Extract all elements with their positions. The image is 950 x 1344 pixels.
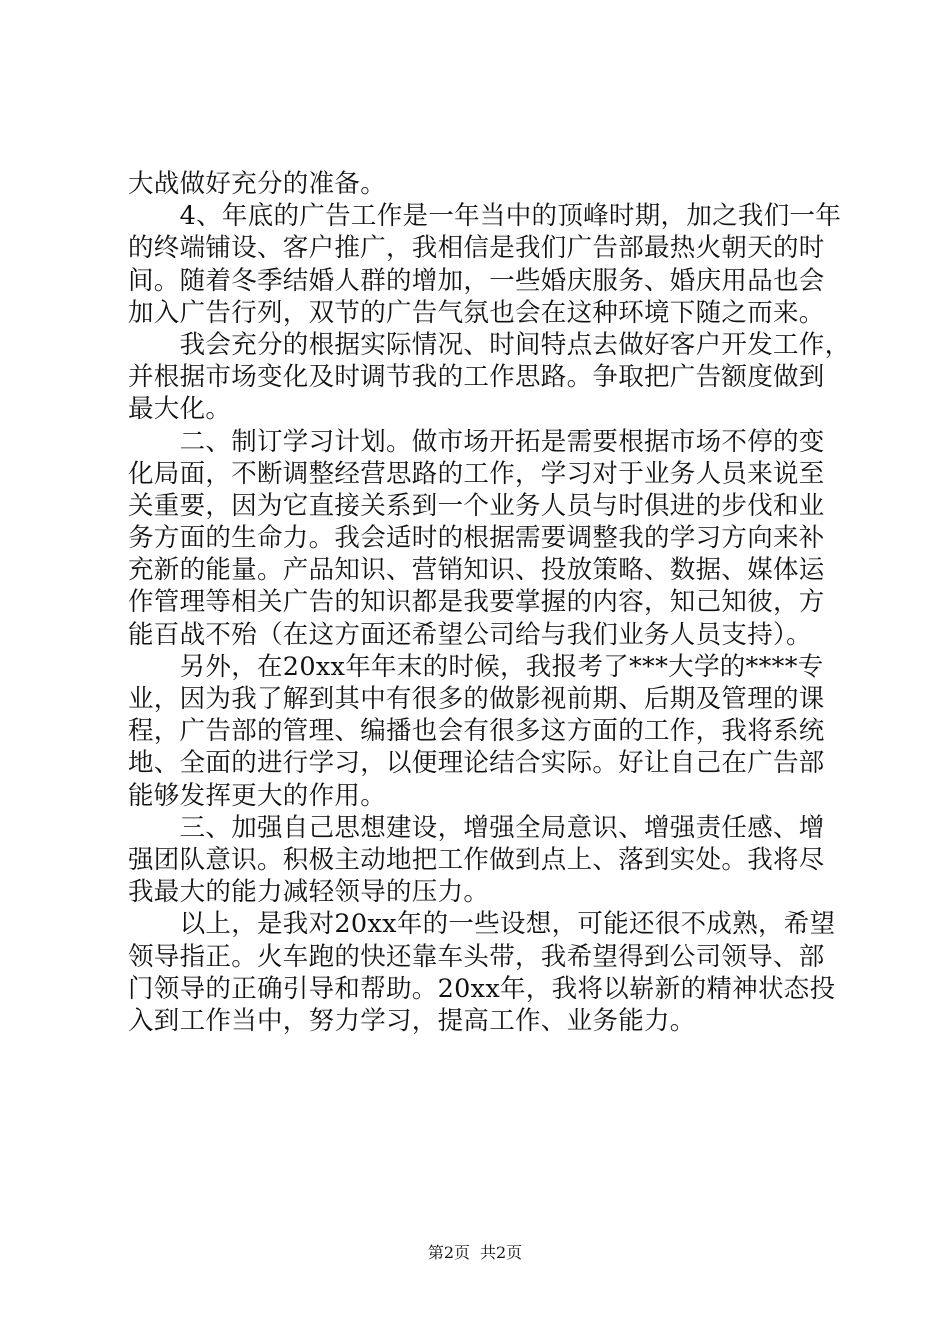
text-line: 间。随着冬季结婚人群的增加，一些婚庆服务、婚庆用品也会: [128, 265, 825, 296]
text-line: 最大化。: [128, 394, 232, 425]
text-line: 作管理等相关广告的知识都是我要掌握的内容，知己知彼，方: [128, 587, 825, 618]
text-line: 我会充分的根据实际情况、时间特点去做好客户开发工作，: [128, 329, 851, 360]
text-line: 并根据市场变化及时调节我的工作思路。争取把广告额度做到: [128, 362, 825, 393]
text-line: 加入广告行列，双节的广告气氛也会在这种环境下随之而来。: [128, 297, 825, 328]
text-line: 务方面的生命力。我会适时的根据需要调整我的学习方向来补: [128, 523, 825, 554]
text-line: 能百战不殆（在这方面还希望公司给与我们业务人员支持）。: [128, 619, 812, 650]
text-line: 大战做好充分的准备。: [128, 169, 387, 199]
text-line: 地、全面的进行学习，以便理论结合实际。好让自己在广告部: [128, 748, 825, 779]
text-line: 领导指正。火车跑的快还靠车头带，我希望得到公司领导、部: [128, 941, 825, 972]
text-line: 4、年底的广告工作是一年当中的顶峰时期，加之我们一年: [128, 201, 842, 232]
document-body: [128, 168, 851, 1037]
text-line: 充新的能量。产品知识、营销知识、投放策略、数据、媒体运: [128, 555, 825, 586]
text-line: 我最大的能力减轻领导的压力。: [128, 877, 490, 908]
text-line: 强团队意识。积极主动地把工作做到点上、落到实处。我将尽: [128, 844, 825, 875]
page-number-current: 第2页: [427, 1243, 470, 1262]
text-line: 业，因为我了解到其中有很多的做影视前期、后期及管理的课: [128, 684, 825, 714]
text-line: 入到工作当中，努力学习，提高工作、业务能力。: [128, 1005, 696, 1036]
text-line: 的终端铺设、客户推广，我相信是我们广告部最热火朝天的时: [128, 233, 825, 264]
text-line: 以上，是我对20xx年的一些设想，可能还很不成熟，希望: [128, 909, 836, 940]
text-line: 程，广告部的管理、编播也会有很多这方面的工作，我将系统: [128, 716, 825, 747]
text-line: 三、加强自己思想建设，增强全局意识、增强责任感、增: [128, 812, 825, 843]
text-line: 能够发挥更大的作用。: [128, 780, 387, 811]
page-footer: [0, 1243, 950, 1263]
text-line: 关重要，因为它直接关系到一个业务人员与时俱进的步伐和业: [128, 490, 825, 521]
page-number-total: 共2页: [480, 1243, 523, 1262]
text-line: 另外，在20xx年年末的时候，我报考了***大学的****专: [128, 651, 824, 682]
text-line: 门领导的正确引导和帮助。20xx年，我将以崭新的精神状态投: [128, 973, 836, 1004]
text-line: 化局面，不断调整经营思路的工作，学习对于业务人员来说至: [128, 458, 825, 489]
text-line: 二、制订学习计划。做市场开拓是需要根据市场不停的变: [128, 426, 825, 457]
